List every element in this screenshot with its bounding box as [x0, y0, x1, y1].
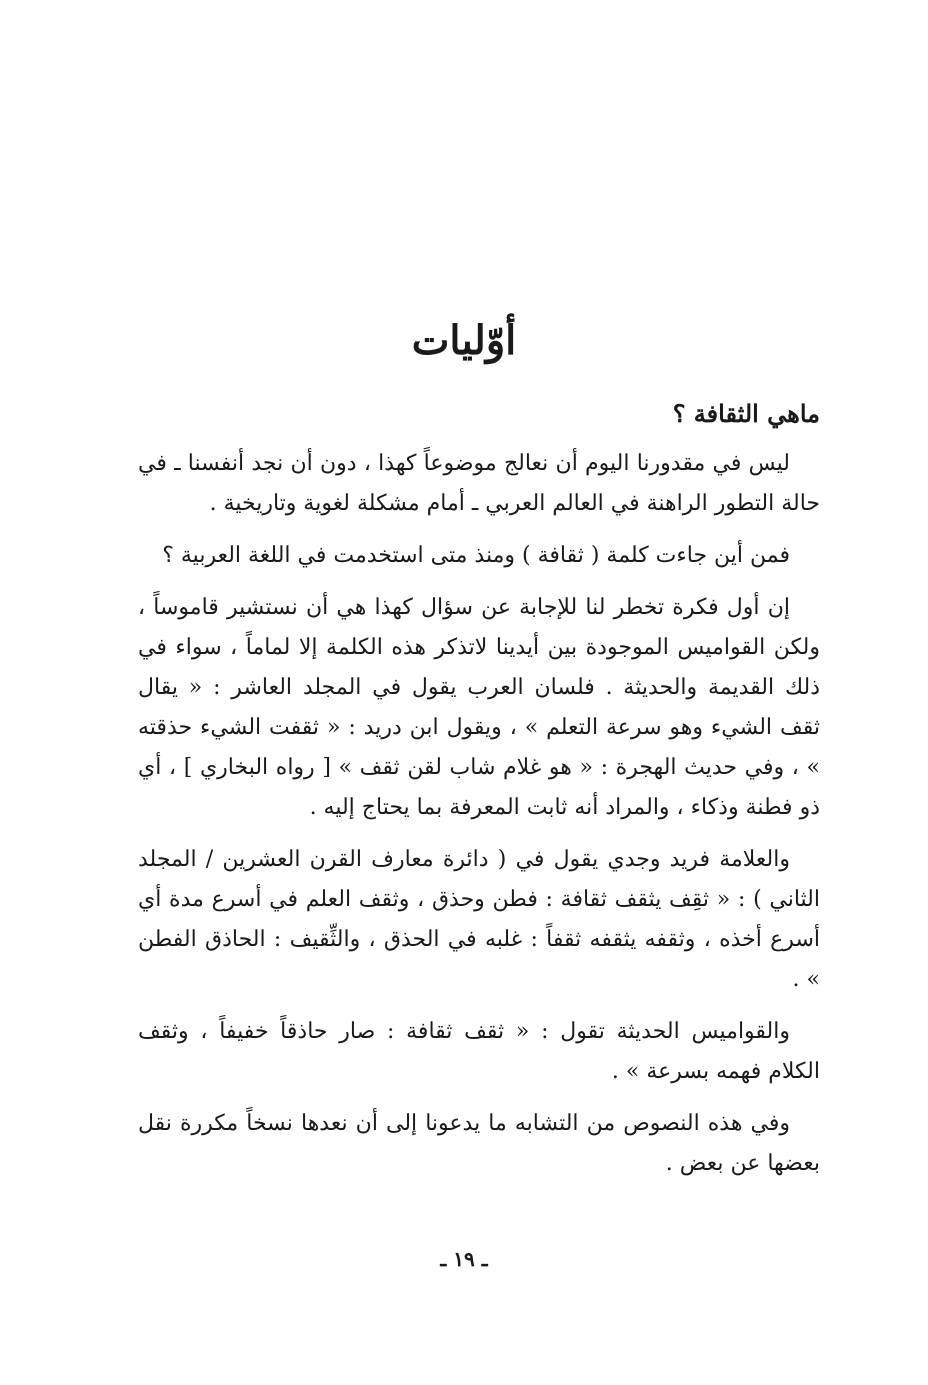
chapter-title: أوّليات	[411, 316, 517, 364]
paragraph: والعلامة فريد وجدي يقول في ( دائرة معارف القرن العشرين / المجلد الثاني ) : « ثقِف يثقف ثقافة : فطن وحذق ، وثقف العلم في أسرع مدة أي أسرع أخذه ، وثقفه يثقفه ثقفاً : غلبه في الحذق ، والثِّقيف : الحاذق الفطن » .	[138, 847, 820, 992]
body-text	[138, 394, 820, 1196]
paragraph: فمن أين جاءت كلمة ( ثقافة ) ومنذ متى استخدمت في اللغة العربية ؟	[162, 543, 790, 568]
page-number: ـ ١٩ ـ	[440, 1247, 488, 1271]
section-heading: ماهي الثقافة ؟	[672, 399, 820, 428]
paragraph: والقواميس الحديثة تقول : « ثقف ثقافة : صار حاذقاً خفيفاً ، وثقف الكلام فهمه بسرعة » .	[138, 1019, 820, 1084]
paragraph: وفي هذه النصوص من التشابه ما يدعونا إلى أن نعدها نسخاً مكررة نقل بعضها عن بعض .	[138, 1111, 820, 1176]
paragraph: إن أول فكرة تخطر لنا للإجابة عن سؤال كهذا هي أن نستشير قاموساً ، ولكن القواميس الموجودة بين أيدينا لاتذكر هذه الكلمة إلا لماماً ، سواء في ذلك القديمة والحديثة . فلسان العرب يقول في المجلد العاشر : « يقال ثقف الشيء وهو سرعة التعلم » ، ويقول ابن دريد : « ثقفت الشيء حذقته » ، وفي حديث الهجرة : « هو غلام شاب لقن ثقف » [ رواه البخاري ] ، أي ذو فطنة وذكاء ، والمراد أنه ثابت المعرفة بما يحتاج إليه .	[138, 595, 820, 820]
paragraph: ليس في مقدورنا اليوم أن نعالج موضوعاً كهذا ، دون أن نجد أنفسنا ـ في حالة التطور الراهنة في العالم العربي ـ أمام مشكلة لغوية وتاريخية .	[138, 451, 820, 516]
